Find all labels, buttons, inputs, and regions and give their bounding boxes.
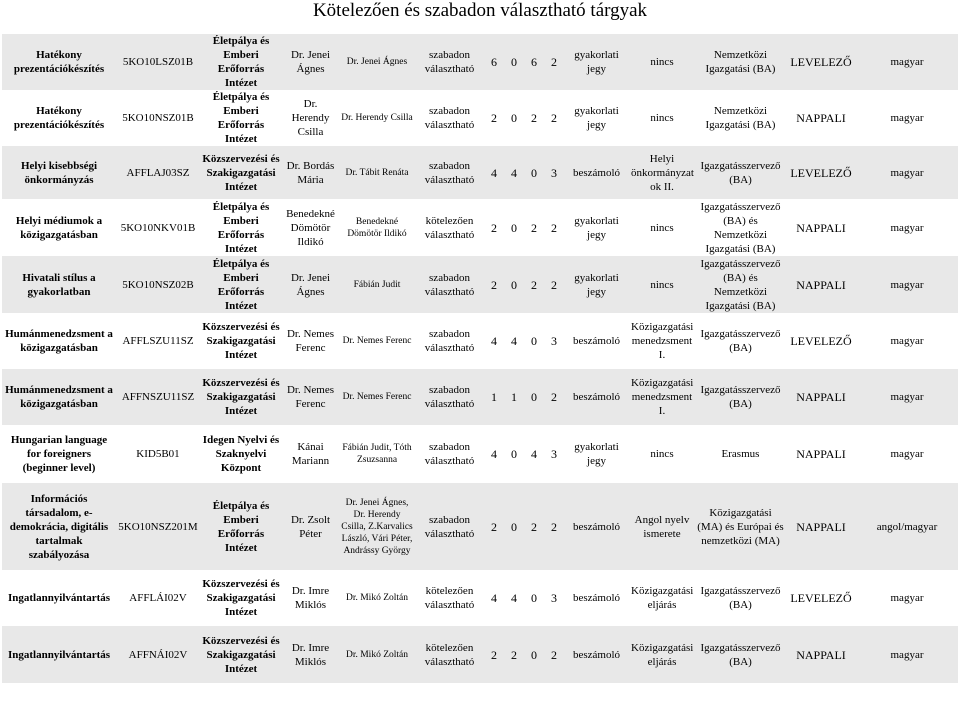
course-owner-cell: Dr. Zsolt Péter	[282, 483, 339, 570]
hours-total-cell: 4	[484, 146, 504, 199]
prerequisite-cell: nincs	[629, 90, 695, 146]
hours-practice-cell: 6	[524, 34, 544, 90]
hours-practice-cell: 2	[524, 256, 544, 313]
hours-total-cell: 4	[484, 313, 504, 369]
teachers-cell: Dr. Nemes Ferenc	[339, 369, 415, 425]
hours-lecture-cell: 0	[504, 90, 524, 146]
course-type-cell: kötelezően választható	[415, 570, 484, 626]
teachers-cell: Dr. Jenei Ágnes	[339, 34, 415, 90]
table-row	[2, 256, 958, 313]
study-mode-cell: NAPPALI	[786, 425, 856, 483]
department-cell: Közszervezési és Szakigazgatási Intézet	[200, 626, 282, 683]
program-cell: Igazgatásszervező (BA) és Nemzetközi Igazgatási (BA)	[695, 256, 786, 313]
language-cell: magyar	[856, 199, 958, 256]
table-row	[2, 90, 958, 146]
course-type-cell: szabadon választható	[415, 146, 484, 199]
teachers-cell: Dr. Tábit Renáta	[339, 146, 415, 199]
hours-lecture-cell: 0	[504, 425, 524, 483]
course-owner-cell: Dr. Jenei Ágnes	[282, 256, 339, 313]
exam-type-cell: beszámoló	[564, 146, 629, 199]
teachers-cell: Dr. Mikó Zoltán	[339, 626, 415, 683]
credits-cell: 2	[544, 369, 564, 425]
table-row	[2, 199, 958, 256]
course-type-cell: szabadon választható	[415, 90, 484, 146]
course-code-cell: KID5B01	[116, 425, 200, 483]
course-code-cell: AFFLAJ03SZ	[116, 146, 200, 199]
credits-cell: 2	[544, 34, 564, 90]
table-row	[2, 34, 958, 90]
course-name-cell: Hatékony prezentációkészítés	[2, 90, 116, 146]
department-cell: Közszervezési és Szakigazgatási Intézet	[200, 146, 282, 199]
hours-lecture-cell: 0	[504, 34, 524, 90]
course-type-cell: kötelezően választható	[415, 626, 484, 683]
department-cell: Életpálya és Emberi Erőforrás Intézet	[200, 256, 282, 313]
course-type-cell: szabadon választható	[415, 34, 484, 90]
exam-type-cell: beszámoló	[564, 313, 629, 369]
credits-cell: 2	[544, 199, 564, 256]
hours-total-cell: 2	[484, 626, 504, 683]
prerequisite-cell: Helyi önkormányzat ok II.	[629, 146, 695, 199]
course-type-cell: szabadon választható	[415, 256, 484, 313]
course-owner-cell: Dr. Bordás Mária	[282, 146, 339, 199]
course-type-cell: szabadon választható	[415, 369, 484, 425]
hours-total-cell: 6	[484, 34, 504, 90]
language-cell: magyar	[856, 570, 958, 626]
hours-practice-cell: 2	[524, 483, 544, 570]
study-mode-cell: NAPPALI	[786, 256, 856, 313]
course-code-cell: AFFNÁI02V	[116, 626, 200, 683]
hours-lecture-cell: 1	[504, 369, 524, 425]
hours-total-cell: 2	[484, 199, 504, 256]
prerequisite-cell: nincs	[629, 256, 695, 313]
hours-lecture-cell: 4	[504, 570, 524, 626]
course-code-cell: AFFNSZU11SZ	[116, 369, 200, 425]
study-mode-cell: LEVELEZŐ	[786, 570, 856, 626]
teachers-cell: Dr. Jenei Ágnes, Dr. Herendy Csilla, Z.Karvalics László, Vári Péter, Andrássy György	[339, 483, 415, 570]
exam-type-cell: beszámoló	[564, 570, 629, 626]
hours-lecture-cell: 0	[504, 256, 524, 313]
course-table	[2, 34, 958, 683]
department-cell: Életpálya és Emberi Erőforrás Intézet	[200, 90, 282, 146]
table-row	[2, 570, 958, 626]
teachers-cell: Dr. Nemes Ferenc	[339, 313, 415, 369]
page-title: Kötelezően és szabadon választható tárgyak	[312, 0, 648, 21]
hours-total-cell: 1	[484, 369, 504, 425]
department-cell: Közszervezési és Szakigazgatási Intézet	[200, 570, 282, 626]
program-cell: Igazgatásszervező (BA)	[695, 626, 786, 683]
hours-practice-cell: 0	[524, 626, 544, 683]
credits-cell: 3	[544, 146, 564, 199]
credits-cell: 2	[544, 483, 564, 570]
teachers-cell: Dr. Mikó Zoltán	[339, 570, 415, 626]
hours-total-cell: 4	[484, 570, 504, 626]
language-cell: magyar	[856, 90, 958, 146]
prerequisite-cell: Közigazgatási eljárás	[629, 626, 695, 683]
study-mode-cell: NAPPALI	[786, 369, 856, 425]
exam-type-cell: gyakorlati jegy	[564, 90, 629, 146]
hours-practice-cell: 2	[524, 90, 544, 146]
hours-practice-cell: 0	[524, 146, 544, 199]
exam-type-cell: gyakorlati jegy	[564, 425, 629, 483]
language-cell: magyar	[856, 313, 958, 369]
teachers-cell: Dr. Herendy Csilla	[339, 90, 415, 146]
course-name-cell: Humánmenedzsment a közigazgatásban	[2, 369, 116, 425]
credits-cell: 2	[544, 626, 564, 683]
exam-type-cell: beszámoló	[564, 369, 629, 425]
language-cell: magyar	[856, 256, 958, 313]
table-row	[2, 483, 958, 570]
prerequisite-cell: Közigazgatási menedzsment I.	[629, 313, 695, 369]
study-mode-cell: NAPPALI	[786, 483, 856, 570]
course-code-cell: 5KO10LSZ01B	[116, 34, 200, 90]
exam-type-cell: gyakorlati jegy	[564, 256, 629, 313]
teachers-cell: Fábián Judit	[339, 256, 415, 313]
hours-practice-cell: 0	[524, 570, 544, 626]
course-code-cell: 5KO10NKV01B	[116, 199, 200, 256]
course-owner-cell: Dr. Jenei Ágnes	[282, 34, 339, 90]
table-row	[2, 369, 958, 425]
course-owner-cell: Dr. Imre Miklós	[282, 570, 339, 626]
table-row	[2, 626, 958, 683]
prerequisite-cell: nincs	[629, 34, 695, 90]
credits-cell: 3	[544, 425, 564, 483]
hours-total-cell: 2	[484, 256, 504, 313]
credits-cell: 2	[544, 256, 564, 313]
prerequisite-cell: Angol nyelv ismerete	[629, 483, 695, 570]
course-name-cell: Információs társadalom, e-demokrácia, digitális tartalmak szabályozása	[2, 483, 116, 570]
exam-type-cell: gyakorlati jegy	[564, 34, 629, 90]
course-name-cell: Helyi kisebbségi önkormányzás	[2, 146, 116, 199]
hours-practice-cell: 2	[524, 199, 544, 256]
hours-total-cell: 2	[484, 483, 504, 570]
course-table-body	[2, 34, 958, 683]
department-cell: Közszervezési és Szakigazgatási Intézet	[200, 313, 282, 369]
department-cell: Életpálya és Emberi Erőforrás Intézet	[200, 199, 282, 256]
language-cell: magyar	[856, 146, 958, 199]
table-row	[2, 146, 958, 199]
course-name-cell: Hivatali stílus a gyakorlatban	[2, 256, 116, 313]
prerequisite-cell: nincs	[629, 425, 695, 483]
hours-total-cell: 2	[484, 90, 504, 146]
study-mode-cell: NAPPALI	[786, 199, 856, 256]
course-owner-cell: Dr. Nemes Ferenc	[282, 313, 339, 369]
hours-total-cell: 4	[484, 425, 504, 483]
course-name-cell: Humánmenedzsment a közigazgatásban	[2, 313, 116, 369]
program-cell: Igazgatásszervező (BA)	[695, 570, 786, 626]
teachers-cell: Fábián Judit, Tóth Zsuzsanna	[339, 425, 415, 483]
course-type-cell: szabadon választható	[415, 425, 484, 483]
exam-type-cell: gyakorlati jegy	[564, 199, 629, 256]
study-mode-cell: NAPPALI	[786, 90, 856, 146]
study-mode-cell: LEVELEZŐ	[786, 146, 856, 199]
table-row	[2, 313, 958, 369]
language-cell: magyar	[856, 626, 958, 683]
program-cell: Nemzetközi Igazgatási (BA)	[695, 90, 786, 146]
program-cell: Igazgatásszervező (BA) és Nemzetközi Igazgatási (BA)	[695, 199, 786, 256]
department-cell: Közszervezési és Szakigazgatási Intézet	[200, 369, 282, 425]
course-code-cell: 5KO10NSZ01B	[116, 90, 200, 146]
credits-cell: 2	[544, 90, 564, 146]
course-owner-cell: Dr. Herendy Csilla	[282, 90, 339, 146]
program-cell: Nemzetközi Igazgatási (BA)	[695, 34, 786, 90]
course-code-cell: AFFLÁI02V	[116, 570, 200, 626]
hours-lecture-cell: 0	[504, 199, 524, 256]
prerequisite-cell: Közigazgatási menedzsment I.	[629, 369, 695, 425]
hours-practice-cell: 0	[524, 369, 544, 425]
department-cell: Idegen Nyelvi és Szaknyelvi Központ	[200, 425, 282, 483]
study-mode-cell: LEVELEZŐ	[786, 313, 856, 369]
course-owner-cell: Benedekné Dömötör Ildikó	[282, 199, 339, 256]
course-code-cell: 5KO10NSZ02B	[116, 256, 200, 313]
hours-lecture-cell: 4	[504, 146, 524, 199]
course-name-cell: Hatékony prezentációkészítés	[2, 34, 116, 90]
program-cell: Erasmus	[695, 425, 786, 483]
course-name-cell: Hungarian language for foreigners (beginner level)	[2, 425, 116, 483]
course-owner-cell: Dr. Imre Miklós	[282, 626, 339, 683]
language-cell: magyar	[856, 425, 958, 483]
exam-type-cell: beszámoló	[564, 626, 629, 683]
course-type-cell: kötelezően választható	[415, 199, 484, 256]
hours-practice-cell: 0	[524, 313, 544, 369]
language-cell: angol/magyar	[856, 483, 958, 570]
course-code-cell: AFFLSZU11SZ	[116, 313, 200, 369]
table-row	[2, 425, 958, 483]
exam-type-cell: beszámoló	[564, 483, 629, 570]
credits-cell: 3	[544, 570, 564, 626]
course-owner-cell: Dr. Nemes Ferenc	[282, 369, 339, 425]
hours-lecture-cell: 4	[504, 313, 524, 369]
course-type-cell: szabadon választható	[415, 483, 484, 570]
course-type-cell: szabadon választható	[415, 313, 484, 369]
program-cell: Igazgatásszervező (BA)	[695, 313, 786, 369]
department-cell: Életpálya és Emberi Erőforrás Intézet	[200, 483, 282, 570]
hours-practice-cell: 4	[524, 425, 544, 483]
course-name-cell: Ingatlannyilvántartás	[2, 626, 116, 683]
department-cell: Életpálya és Emberi Erőforrás Intézet	[200, 34, 282, 90]
course-name-cell: Ingatlannyilvántartás	[2, 570, 116, 626]
course-code-cell: 5KO10NSZ201M	[116, 483, 200, 570]
teachers-cell: Benedekné Dömötör Ildikó	[339, 199, 415, 256]
study-mode-cell: LEVELEZŐ	[786, 34, 856, 90]
program-cell: Igazgatásszervező (BA)	[695, 369, 786, 425]
language-cell: magyar	[856, 369, 958, 425]
prerequisite-cell: Közigazgatási eljárás	[629, 570, 695, 626]
hours-lecture-cell: 0	[504, 483, 524, 570]
hours-lecture-cell: 2	[504, 626, 524, 683]
study-mode-cell: NAPPALI	[786, 626, 856, 683]
program-cell: Közigazgatási (MA) és Európai és nemzetközi (MA)	[695, 483, 786, 570]
credits-cell: 3	[544, 313, 564, 369]
prerequisite-cell: nincs	[629, 199, 695, 256]
program-cell: Igazgatásszervező (BA)	[695, 146, 786, 199]
course-owner-cell: Kánai Mariann	[282, 425, 339, 483]
language-cell: magyar	[856, 34, 958, 90]
course-name-cell: Helyi médiumok a közigazgatásban	[2, 199, 116, 256]
